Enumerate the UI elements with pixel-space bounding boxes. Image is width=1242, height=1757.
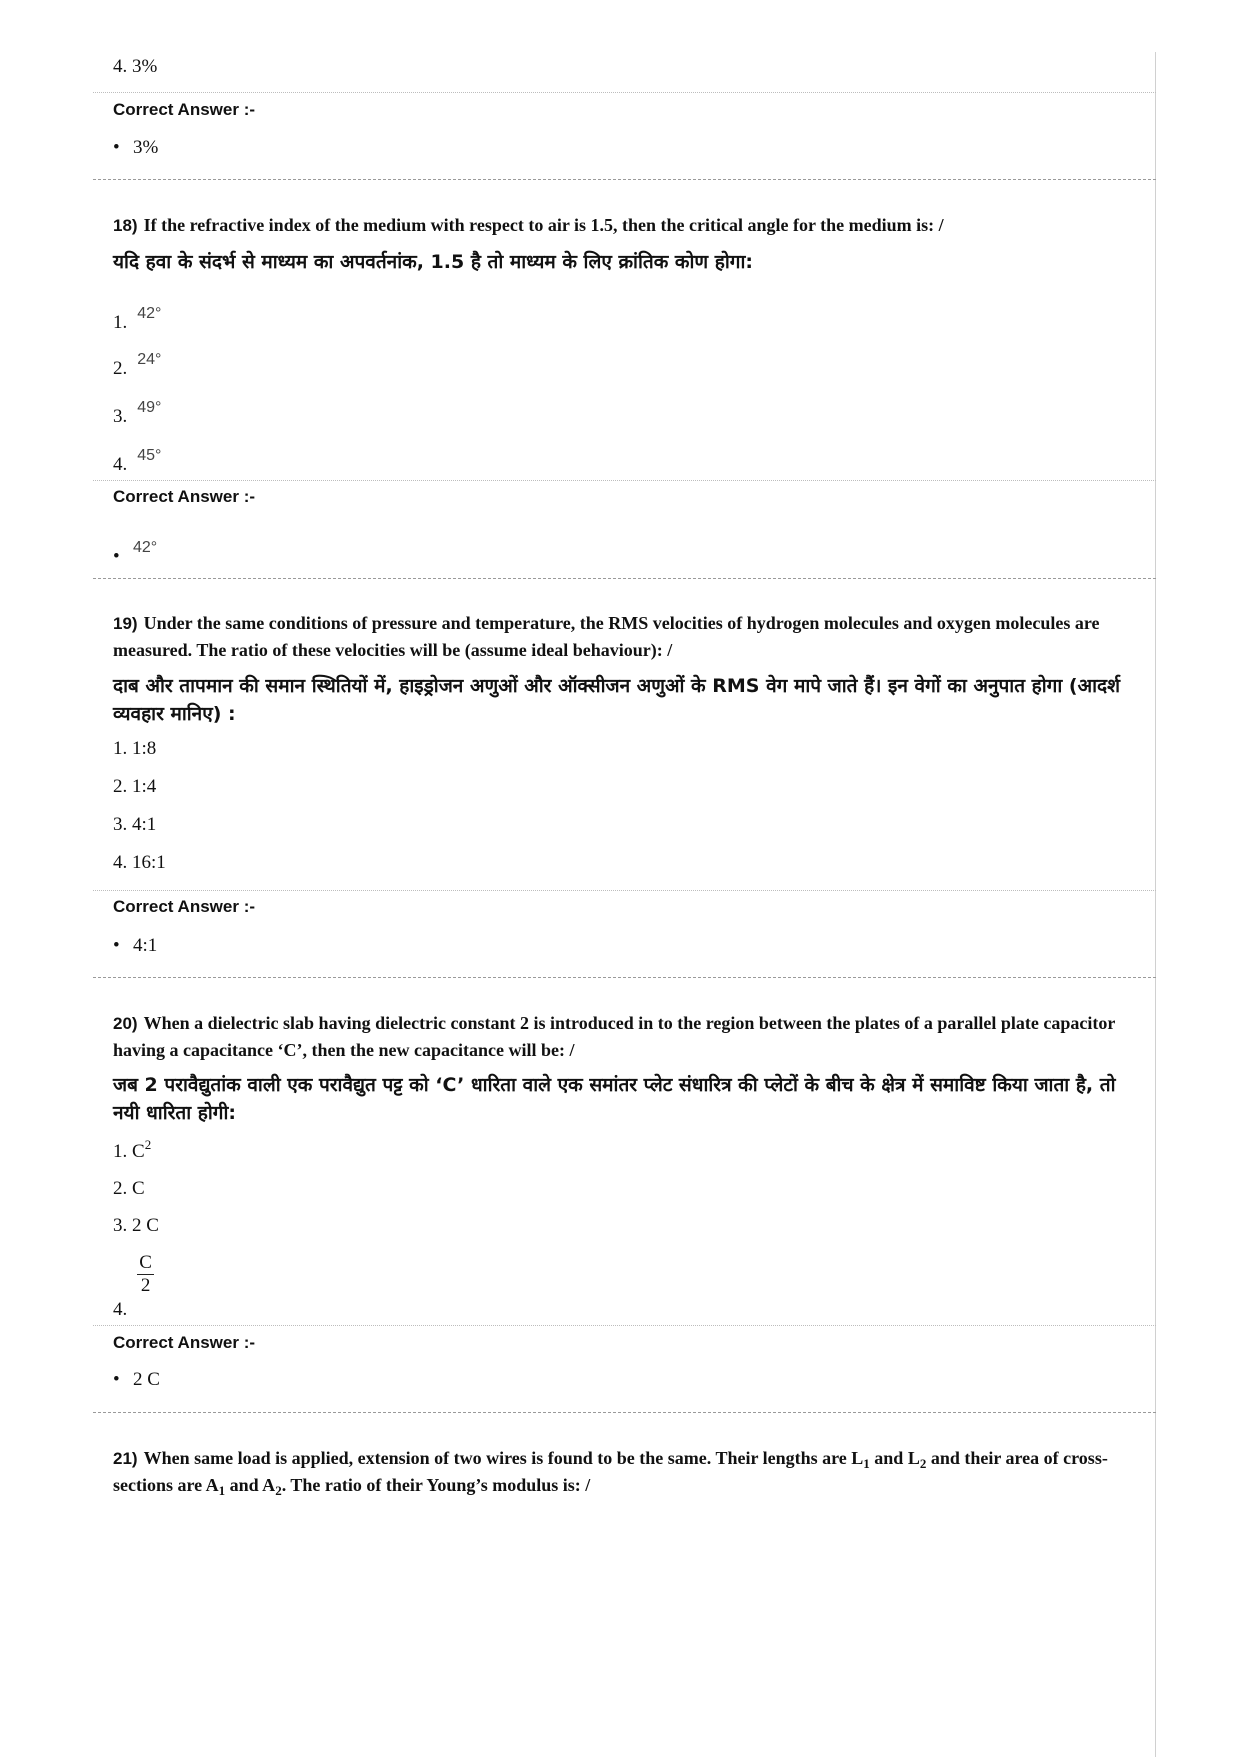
option-row	[113, 1214, 159, 1238]
correct-answer	[113, 1368, 160, 1392]
fraction-numerator: C	[139, 1252, 152, 1273]
option-text: 2 C	[132, 1215, 159, 1236]
question-text-en: 18) If the refractive index of the medium with respect to air is 1.5, then the critical angle for the medium is: /	[113, 215, 944, 235]
question-text-hi: यदि हवा के संदर्भ से माध्यम का अपवर्तनांक, 1.5 है तो माध्यम के लिए क्रांतिक कोण होगा:	[113, 251, 754, 273]
option-number: 1.	[113, 312, 128, 333]
divider	[93, 480, 1156, 481]
option-number: 3.	[113, 406, 128, 427]
question-number: 21)	[113, 1449, 138, 1468]
option-number: 4.	[113, 56, 128, 77]
correct-answer-text: 42°	[133, 539, 158, 556]
question-paper-page	[93, 52, 1156, 1757]
option-row	[113, 55, 157, 79]
option-text: C	[132, 1178, 145, 1199]
option-text: 1:4	[132, 776, 157, 797]
question-separator	[93, 1412, 1156, 1413]
question-text-en: 21) When same load is applied, extension of two wires is found to be the same. Their lengths are $L_1$ and $L_2$ and their area of cross-sections are $A_1$ and $A_2$. The ratio of their Young’s modulus is: /	[113, 1448, 1108, 1498]
option-row	[113, 302, 161, 335]
option-row	[113, 813, 156, 837]
correct-answer-text: 3%	[133, 137, 159, 158]
option-text: 3%	[132, 56, 158, 77]
option-number: 2.	[113, 1178, 128, 1199]
option-row	[113, 1177, 145, 1201]
option-number: 4.	[113, 454, 128, 475]
question-text-en: 20) When a dielectric slab having dielectric constant 2 is introduced in to the region between the plates of a parallel plate capacitor having a capacitance ‘C’, then the new capacitance will be: /	[113, 1013, 1115, 1060]
option-text: C	[132, 1141, 145, 1162]
divider	[93, 92, 1156, 93]
option-text: 45°	[137, 447, 162, 464]
option-text: 49°	[137, 399, 162, 416]
question-number: 20)	[113, 1014, 138, 1033]
question-number: 19)	[113, 614, 138, 633]
option-text: 4:1	[132, 814, 157, 835]
option-row	[113, 348, 161, 381]
option-number: 1.	[113, 738, 128, 759]
correct-answer-text: 4:1	[133, 935, 158, 956]
question-text-en: 19) Under the same conditions of pressure and temperature, the RMS velocities of hydrogen molecules and oxygen molecules are measured. The ratio of these velocities will be (assume ideal behaviour): /	[113, 613, 1100, 660]
option-row	[113, 775, 156, 799]
option-number: 4.	[113, 1299, 128, 1320]
correct-answer	[113, 934, 157, 958]
divider	[93, 1325, 1156, 1326]
question-number: 18)	[113, 216, 138, 235]
bullet-icon: •	[113, 546, 120, 567]
option-text: 16:1	[132, 852, 166, 873]
option-number: 2.	[113, 358, 128, 379]
option-text: 24°	[137, 351, 162, 368]
option-row	[113, 1137, 152, 1164]
bullet-icon: •	[113, 1369, 120, 1390]
question-separator	[93, 179, 1156, 180]
bullet-icon: •	[113, 137, 120, 158]
option-superscript: 2	[144, 1137, 152, 1152]
option-number: 1.	[113, 1141, 128, 1162]
question-separator	[93, 578, 1156, 579]
correct-answer-label: Correct Answer :-	[113, 1333, 256, 1352]
divider	[93, 890, 1156, 891]
option-number: 4.	[113, 852, 128, 873]
correct-answer-text: 2 C	[133, 1369, 160, 1390]
option-row	[113, 737, 156, 761]
correct-answer	[113, 136, 158, 160]
correct-answer-label: Correct Answer :-	[113, 100, 256, 119]
bullet-icon: •	[113, 935, 120, 956]
option-number: 3.	[113, 1215, 128, 1236]
question-text-hi: जब 2 परावैद्युतांक वाली एक परावैद्युत पट्ट को ‘C’ धारिता वाले एक समांतर प्लेट संधारित्र की प्लेटों के बीच के क्षेत्र में समाविष्ट किया जाता है, तो नयी धारिता होगी:	[113, 1074, 1116, 1124]
option-number: 3.	[113, 814, 128, 835]
question-text-hi: दाब और तापमान की समान स्थितियों में, हाइड्रोजन अणुओं और ऑक्सीजन अणुओं के RMS वेग मापे जाते हैं। इन वेगों का अनुपात होगा (आदर्श व्यवहार मानिए) :	[113, 675, 1121, 725]
option-row	[113, 396, 161, 429]
option-row	[113, 851, 166, 875]
fraction-denominator: 2	[140, 1275, 151, 1296]
correct-answer-label: Correct Answer :-	[113, 897, 256, 916]
option-number: 2.	[113, 776, 128, 797]
option-row	[113, 444, 161, 477]
option-text: 1:8	[132, 738, 157, 759]
correct-answer	[113, 536, 157, 569]
option-fraction	[137, 1252, 154, 1297]
question-separator	[93, 977, 1156, 978]
correct-answer-label: Correct Answer :-	[113, 487, 256, 506]
option-text: 42°	[137, 305, 162, 322]
option-row	[113, 1252, 154, 1322]
